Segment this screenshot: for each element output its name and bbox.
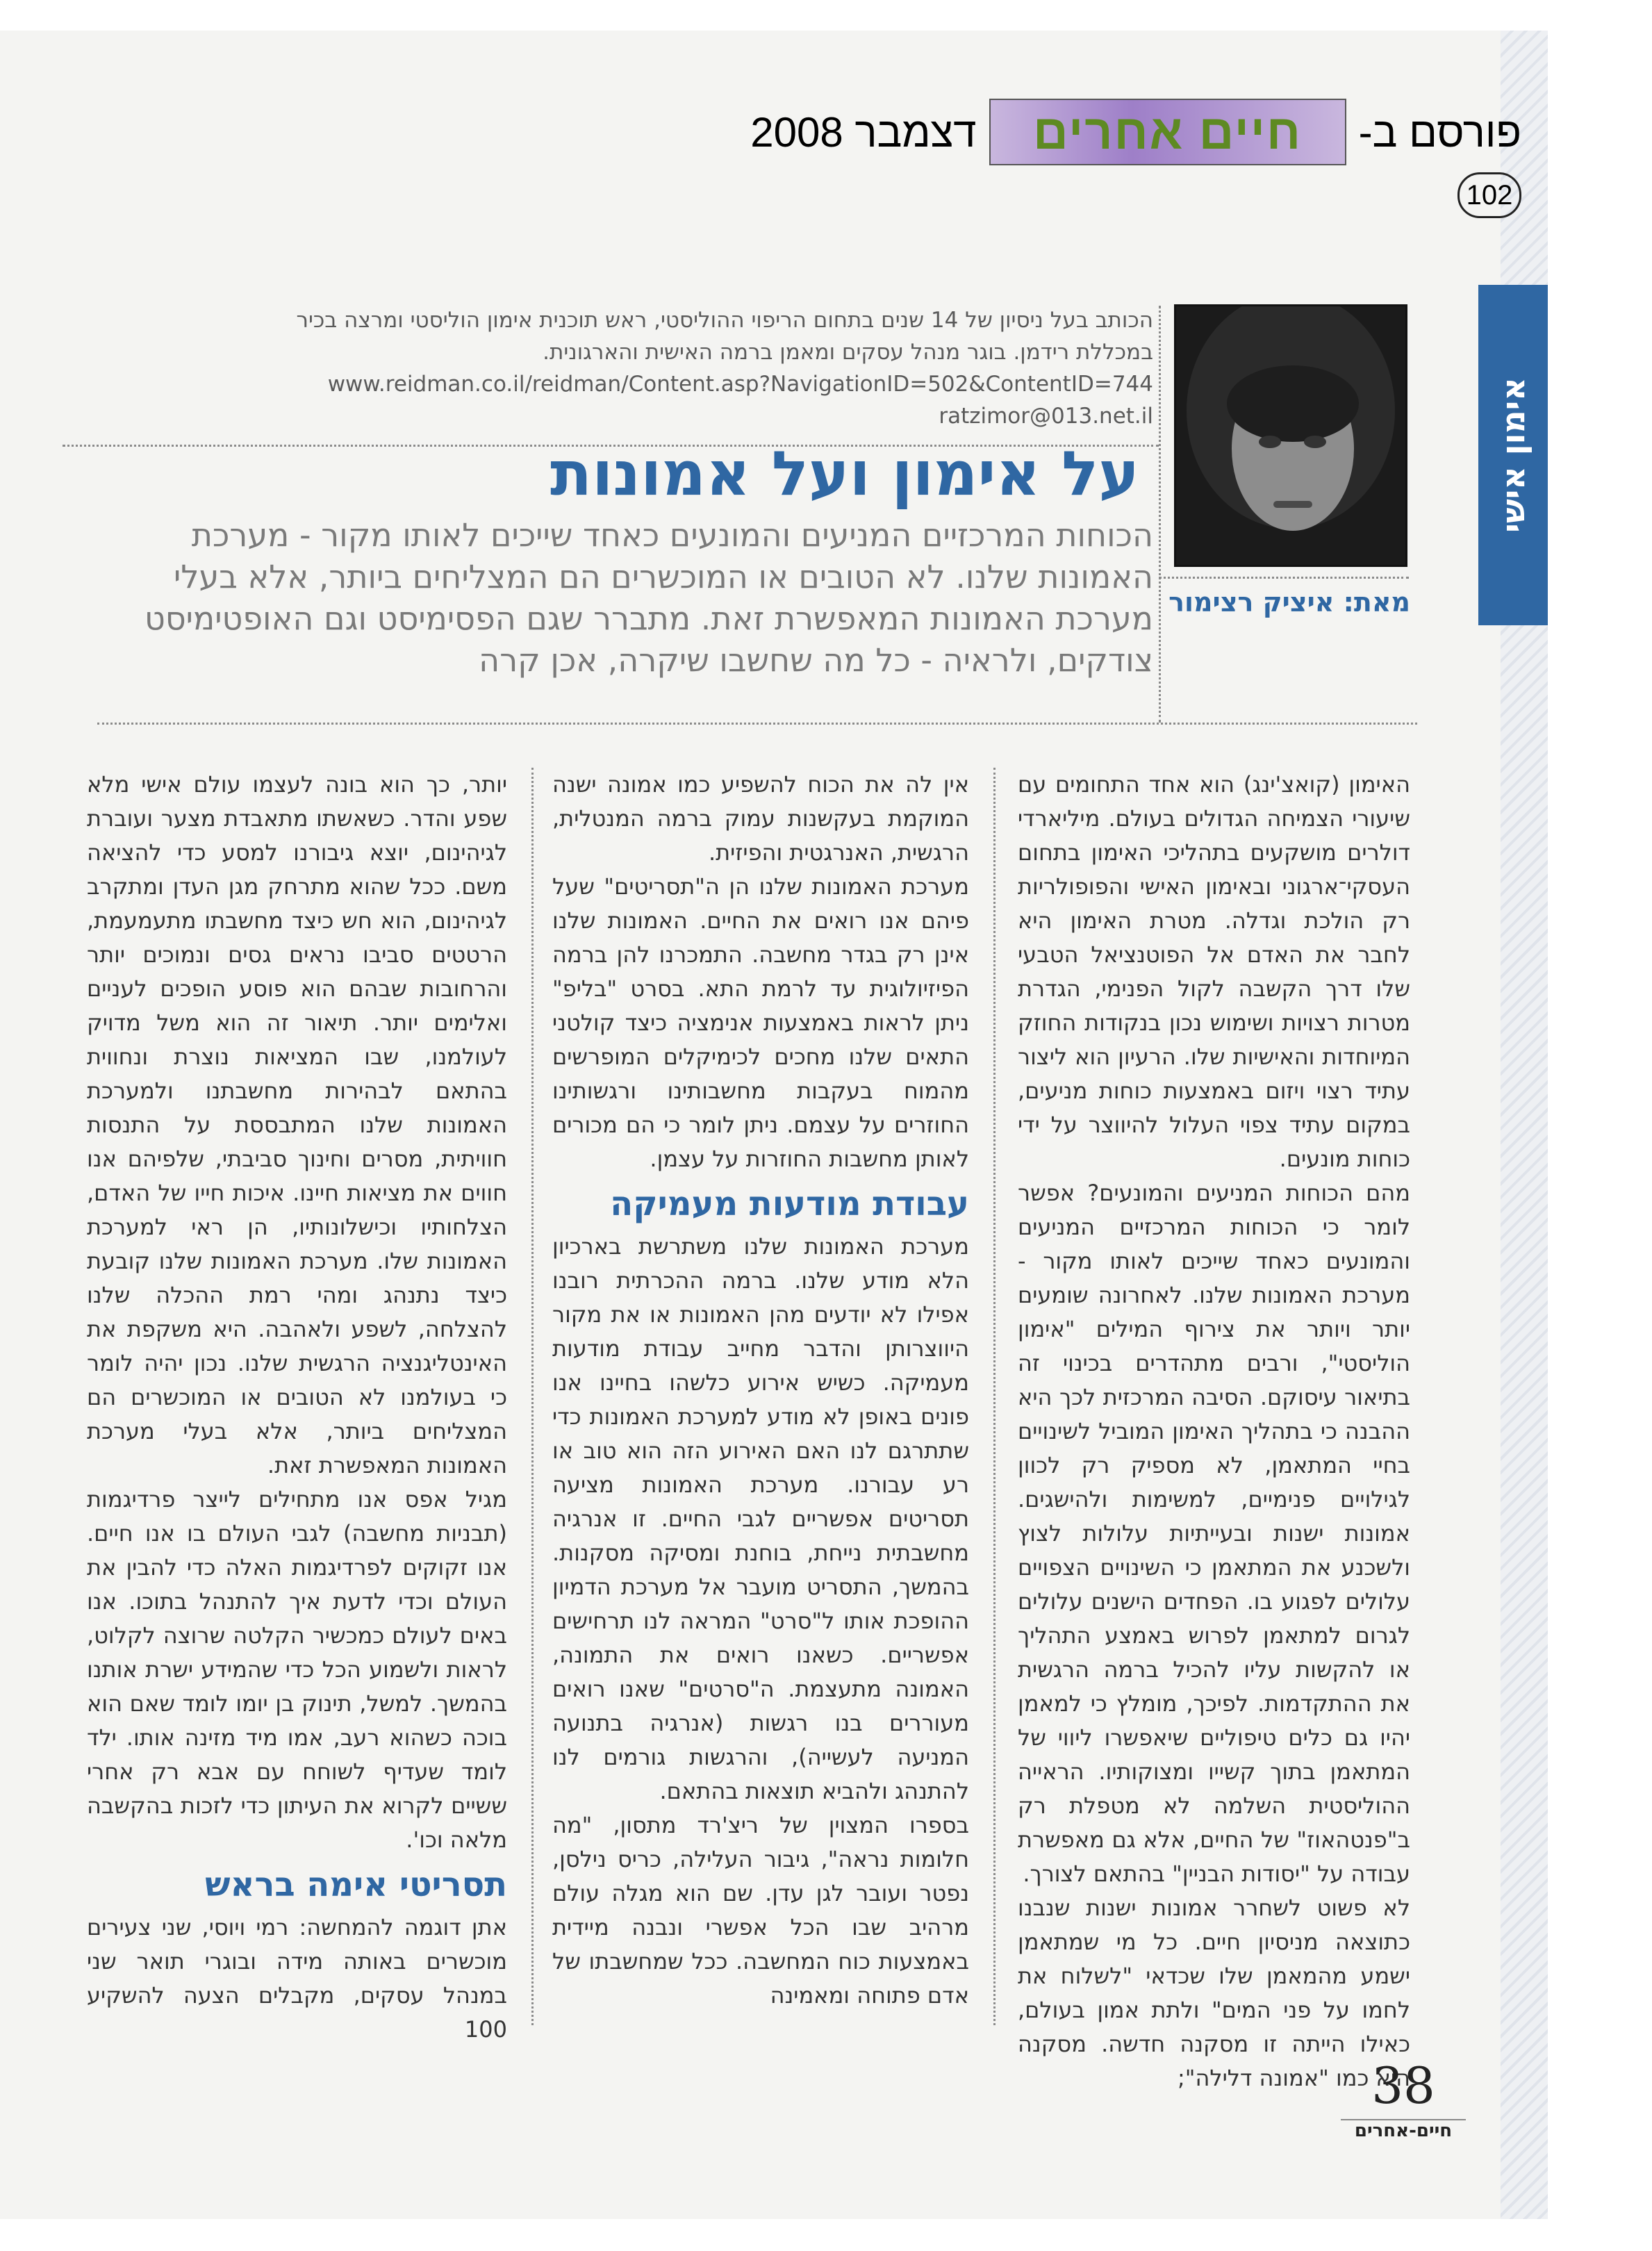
published-date: דצמבר 2008: [750, 108, 977, 156]
article-title: על אימון ועל אמונות: [550, 438, 1139, 509]
paragraph: אין לה את הכוח להשפיע כמו אמונה ישנה המוקמת בעקשנות עמוק ברמה המנטלית, הרגשית, האנרגטית והפיזית.: [552, 771, 969, 866]
paragraph: בספרו המצוין של ריצ'רד מתסון, "מה חלומות נראה", גיבור העלילה, כריס נילסן, נפטר ועובר לגן עדן. שם הוא מגלה עולם מרהיב שבו הכל אפשרי ונבנה מיידית באמצעות כוח המחשבה. ככל שמחשבתו של אדם פתוחה ומאמינה: [552, 1812, 969, 2009]
paragraph: האימון (קואצ'ינג) הוא אחד התחומים עם שיעורי הצמיחה הגדולים בעולם. מיליארדי דולרים מושקעים בתהליכי האימון בתחום העסקי־ארגוני ובאימון האישי והפופולריות רק הולכת וגדלה. מטרת האימון היא לחבר את האדם אל הפוטנציאל הטבעי שלו דרך הקשבה לקול הפנימי, הגדרת מטרות רצויות ושימוש נכון בנקודות החוזק המיוחדות והאישיות שלו. הרעיון הוא ליצור עתיד רצוי ויזום באמצעות כוחות מניעים, במקום עתיד צפוי העלול להיווצר על ידי כוחות מונעים.: [1018, 771, 1410, 1172]
magazine-logo: [989, 99, 1346, 165]
horizontal-divider: [1159, 577, 1409, 579]
subheading: עבודת מודעות מעמיקה: [610, 1185, 969, 1223]
article-column-3: [87, 768, 507, 2047]
author-bio: [153, 304, 1153, 432]
article-column-1: [1018, 768, 1410, 2095]
horizontal-divider: [97, 723, 1417, 725]
article-lead: הכוחות המרכזיים המניעים והמונעים כאחד שייכים לאותו מקור - מערכת האמונות שלנו. לא הטובים או המוכשרים הם המצליחים ביותר, אלא בעלי מערכת האמונות המאפשרת זאת. מתברר שגם הפסימיסט וגם האופטימיסט צודקים, ולראיה - כל מה שחשבו שיקרה, אכן קרה: [144, 516, 1153, 679]
paragraph: מהם הכוחות המניעים והמונעים? אפשר לומר כי הכוחות המרכזיים המניעים והמונעים כאחד שייכים לאותו מקור - מערכת האמונות שלנו. לאחרונה שומעים יותר ויותר את צירוף המילים "אימון הוליסטי", ורבים מתהדרים בכינוי זה בתיאור עיסוקם. הסיבה המרכזית לכך היא ההבנה כי בתהליך האימון המוביל לשינויים בחיי המתאמן, לא מספיק רק לכוון לגילויים פנימיים, למשימות ולהישגים. אמונות ישנות ובעייתיות עלולות לצוץ ולשכנע את המתאמן כי השינויים הצפויים עלולים לפגוע בו. הפחדים הישנים עלולים לגרום למתאמן לפרוש באמצע התהליך או להקשות עליו להכיל ברמה הרגשית את ההתקדמות. לפיכך, מומלץ כי למאמן יהיו גם כלים טיפוליים שיאפשרו ליווי של המתאמן בתוך קשייו ומצוקותיו. הראייה ההוליסטית השלמה לא מטפלת רק ב"פנטהאוז" של החיים, אלא גם מאפשרת עבודה על "יסודות הבניין" בהתאם לצורך.: [1018, 1180, 1410, 1887]
section-tab-label: אימון אישי: [1494, 377, 1532, 533]
paragraph: מערכת האמונות שלנו משתרשת בארכיון הלא מודע שלנו. ברמה ההכרתית רובנו אפילו לא יודעים מהן האמונות או את מקור היווצרותן והדבר מחייב עבודת מודעות מעמיקה. כשיש אירוע כלשהו בחיינו אנו פונים באופן לא מודע למערכת האמונות כדי שתתרגם לנו האם האירוע הזה הוא טוב או רע עבורנו. מערכת האמונות מציעה תסריטים אפשריים לגבי החיים. זו אנרגיה מחשבתית נייחת, בוחנת ומסיקה מסקנות. בהמשך, התסריט מועבר אל מערכת הדמיון ההופכת אותו ל"סרט" המראה לנו תרחישים אפשריים. כשאנו רואים את התמונה, האמונה מתעצמת. ה"סרטים" שאנו רואים מעוררים בנו רגשות (אנרגיה בתנועה המניעה לעשייה), והרגשות גורמים לנו להתנהג ולהביא תוצאות בהתאם.: [552, 1233, 969, 1804]
footer-brand: חיים-אחרים: [1341, 2119, 1466, 2141]
author-photo: [1174, 304, 1407, 567]
paragraph: אתן דוגמה להמחשה: רמי ויוסי, שני צעירים מוכשרים באותה מידה ובוגרי תואר שני במנהל עסקים, מקבלים הצעה להשקיע 100: [87, 1914, 507, 2043]
bio-line: במכללת רידמן. בוגר מנהל עסקים ומאמן ברמה האישית והארגונית.: [543, 340, 1153, 365]
published-prefix: פורסם ב-: [1358, 108, 1521, 156]
subheading: תסריטי אימה בראש: [205, 1865, 507, 1904]
bio-line: הכותב בעל ניסיון של 14 שנים בתחום הריפוי ההוליסטי, ראש תוכנית אימון הוליסטי ומרצה בכיר: [296, 308, 1153, 333]
magazine-logo-text: חיים אחרים: [1033, 105, 1303, 159]
column-divider: [531, 768, 534, 2025]
paragraph: יותר, כך הוא בונה לעצמו עולם אישי מלא שפע והדר. כשאשתו מתאבדת מצער ועוברת לגיהינום, יוצא גיבורנו למסע כדי להציאה משם. ככל שהוא מתרחק מגן העדן ומתקרב לגיהינום, הוא חש כיצד מחשבתו מתעמעמת, הרטטים סביבו נראים גסים ונמוכים יותר והרחובות שבהם הוא פוסע הופכים לעניים ואלימים יותר. תיאור זה הוא משל מדויק לעולמנו, שבו המציאות נוצרת ונחווית בהתאם לבהירות מחשבתנו ולמערכת האמונות שלנו המתבססת על התנסות חוויתית, מסרים וחינוך סביבתי, שלפיהם אנו חווים את מציאות חיינו. איכות חייו של האדם, הצלחותיו וכישלונותיו, הן ראי למערכת האמונות שלו. מערכת האמונות שלנו קובעת כיצד נתנהג ומהי רמת ההכלה שלנו להצלחה, לשפע ולאהבה. היא משקפת את האינטליגנציה הרגשית שלנו. נכון יהיה לומר כי בעולמנו לא הטובים או המוכשרים הם המצליחים ביותר, אלא בעלי מערכת האמונות המאפשרת זאת.: [87, 771, 507, 1478]
column-divider: [993, 768, 996, 2025]
author-email: ratzimor@013.net.il: [939, 404, 1153, 429]
author-website: www.reidman.co.il/reidman/Content.asp?NavigationID=502&ContentID=744: [327, 372, 1153, 397]
byline: מאת: איציק רצימור: [1168, 587, 1410, 618]
author-portrait-icon: [1176, 306, 1405, 565]
published-header: [695, 97, 1521, 167]
vertical-divider: [1159, 306, 1161, 723]
doc-page-number: 102: [1457, 172, 1521, 218]
paragraph: לא פשוט לשחרר אמונות ישנות שנבנו כתוצאה מניסיון חיים. כל מי שמתאמן ישמע מהמאמן שלו שכדאי "לשלוח את לחמו על פני המים" ולתת אמון בעולם, כאילו הייתה זו מסקנה חדשה. מסקנה היא כמו "אמונה דלילה";: [1018, 1895, 1410, 2091]
paragraph: מגיל אפס אנו מתחילים לייצר פרדיגמות (תבניות מחשבה) לגבי העולם בו אנו חיים. אנו זקוקים לפרדיגמות האלה כדי להבין את העולם וכדי לדעת איך להתנהל בתוכו. אנו באים לעולם כמכשיר הקלטה שרוצה לקלוט, לראות ולשמוע הכל כדי שהמידע ישרת אותנו בהמשך. למשל, תינוק בן יומו לומד שאם הוא בוכה כשהוא רעב, אמו מיד מזינה אותו. ילד לומד שעדיף לשוחח עם אבא רק אחרי ששיים לקרוא את העיתון כדי לזכות בהקשבה מלאה וכו'.: [87, 1486, 507, 1853]
paragraph: מערכת האמונות שלנו הן ה"תסריטים" שעל פיהם אנו רואים את החיים. האמונות שלנו אינן רק בגדר מחשבה. התמכרנו להן ברמה הפיזיולוגית עד לרמת התא. בסרט "בליפ" ניתן לראות באמצעות אנימציה כיצד קולטני התאים שלנו מחכים לכימיקלים המופרשים מהמוח בעקבות מחשבותינו ורגשותינו החוזרים על עצמם. ניתן לומר כי הם מכורים לאותן מחשבות החוזרות על עצמן.: [552, 873, 969, 1172]
article-column-2: [552, 768, 969, 2013]
section-tab: [1478, 285, 1548, 625]
magazine-page-number: 38: [1371, 2056, 1435, 2115]
